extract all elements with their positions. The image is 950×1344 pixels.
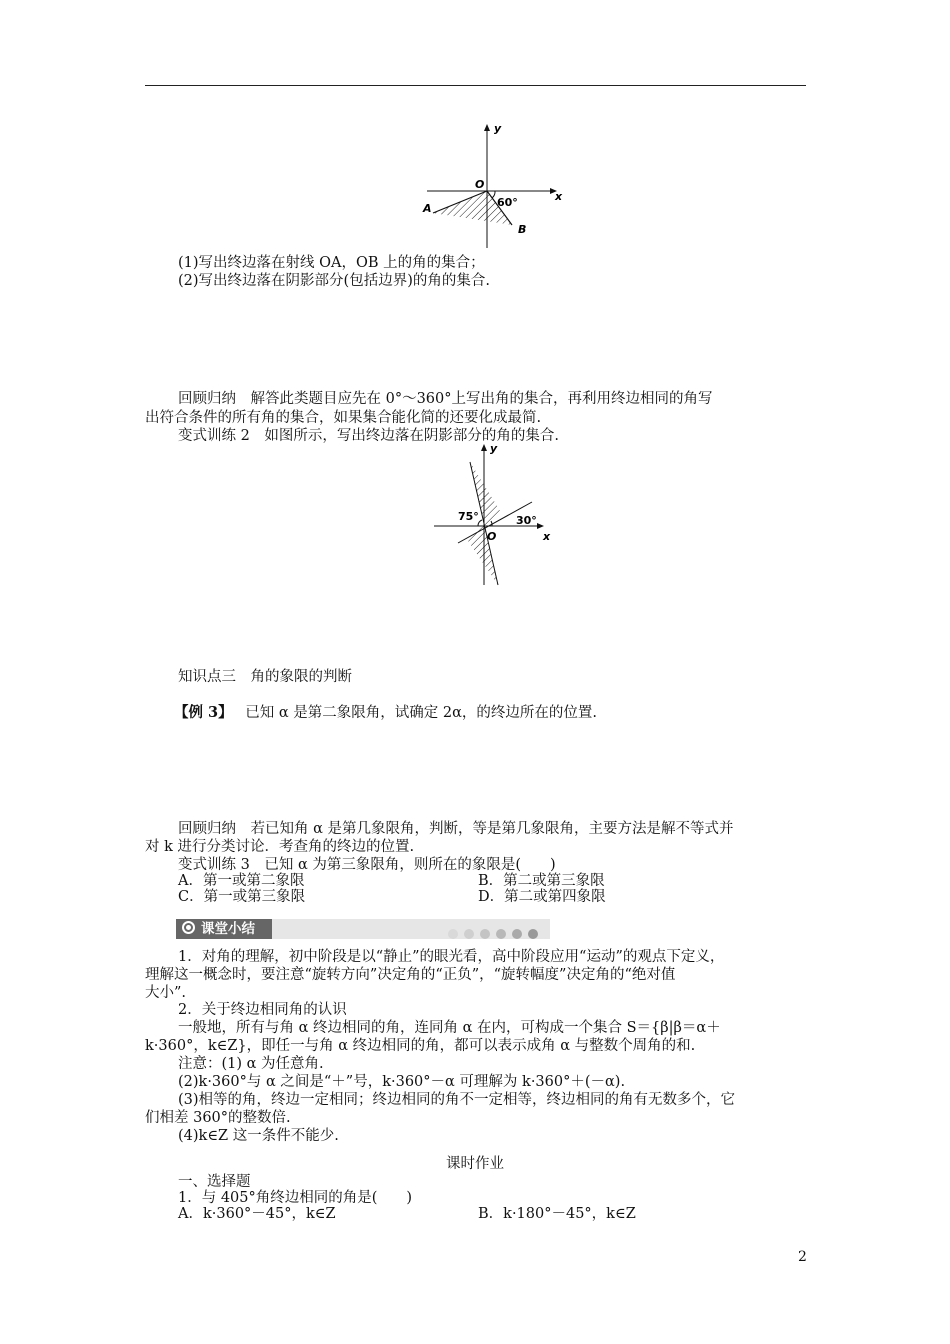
dot-icon: [480, 929, 490, 939]
decorative-dots: [442, 924, 538, 943]
review-2-line-2: 对 k 进行分类讨论．考查角的终边的位置.: [145, 839, 415, 855]
variant-3-option-d: D．第二或第四象限: [478, 889, 606, 905]
angle-arc: [492, 191, 495, 198]
homework-question-1: 1．与 405°角终边相同的角是( ): [178, 1190, 413, 1206]
example-3-tag: 【例 3】: [174, 704, 233, 721]
example-3: [174, 704, 597, 722]
homework-question-1-option-b: B．k·180°－45°，k∈Z: [478, 1206, 636, 1222]
example-3-text: 已知 α 是第二象限角，试确定 2α，的终边所在的位置.: [245, 705, 597, 721]
note-3-line-2: 们相差 360°的整数倍.: [145, 1110, 291, 1126]
angle-arc-right: [491, 521, 492, 526]
angle-75-label: 75°: [458, 510, 479, 523]
summary-1-line-2: 理解这一概念时，要注意“旋转方向”决定角的“正负”，“旋转幅度”决定角的“绝对值: [145, 967, 676, 983]
note-4: (4)k∈Z 这一条件不能少.: [178, 1128, 339, 1144]
variant-3-option-a: A．第一或第二象限: [178, 873, 305, 889]
summary-2-title: 2．关于终边相同角的认识: [178, 1002, 347, 1018]
dot-icon: [496, 929, 506, 939]
review-1-line-2: 出符合条件的所有角的集合，如果集合能化简的还要化成最简.: [145, 410, 542, 426]
section-tag: [176, 919, 272, 939]
y-label: y: [490, 442, 498, 455]
summary-2-line-2: k·360°，k∈Z}，即任一与角 α 终边相同的角，都可以表示成角 α 与整数个周角的和.: [145, 1038, 696, 1054]
variant-2: 变式训练 2 如图所示，写出终边落在阴影部分的角的集合.: [178, 428, 559, 444]
figure-angle-60: [415, 120, 575, 250]
dot-icon: [528, 929, 538, 939]
angle-30-label: 30°: [516, 514, 537, 527]
summary-2-line-1: 一般地，所有与角 α 终边相同的角，连同角 α 在内，可构成一个集合 S＝{β|β＝α＋: [178, 1020, 721, 1036]
summary-1-line-1: 1．对角的理解，初中阶段是以“静止”的眼光看，高中阶段应用“运动”的观点下定义，: [178, 949, 725, 965]
y-label: y: [494, 122, 502, 135]
page-number: 2: [798, 1249, 807, 1265]
question-1-part-2: (2)写出终边落在阴影部分(包括边界)的角的集合.: [178, 273, 490, 289]
homework-section-1: 一、选择题: [178, 1174, 251, 1190]
homework-title: 课时作业: [446, 1156, 504, 1172]
homework-question-1-option-a: A．k·360°－45°，k∈Z: [178, 1206, 336, 1222]
section-title: 课堂小结: [201, 921, 255, 937]
dot-icon: [464, 929, 474, 939]
origin-label: O: [475, 178, 485, 191]
header-rule: [145, 85, 806, 86]
point-b-label: B: [518, 223, 527, 236]
review-1-line-1: 回顾归纳 解答此类题目应先在 0°～360°上写出角的集合，再利用终边相同的角写: [178, 391, 713, 407]
y-axis-arrow-icon: [481, 444, 487, 451]
dot-icon: [512, 929, 522, 939]
variant-3-option-b: B．第二或第三象限: [478, 873, 605, 889]
note-1: 注意：(1) α 为任意角.: [178, 1056, 324, 1072]
target-icon: [182, 921, 195, 934]
note-3-line-1: (3)相等的角，终边一定相同；终边相同的角不一定相等，终边相同的角有无数多个，它: [178, 1092, 736, 1108]
question-1-part-1: (1)写出终边落在射线 OA，OB 上的角的集合；: [178, 255, 485, 271]
x-axis-arrow-icon: [537, 523, 544, 529]
angle-60-label: 60°: [497, 196, 518, 209]
origin-label: O: [487, 530, 497, 543]
point-a-label: A: [423, 202, 432, 215]
review-2-line-1: 回顾归纳 若已知角 α 是第几象限角，判断，等是第几象限角，主要方法是解不等式并: [178, 821, 734, 837]
section-header-summary: [176, 919, 550, 939]
summary-1-line-3: 大小”.: [145, 985, 187, 1001]
variant-3-option-c: C．第一或第三象限: [178, 889, 306, 905]
note-2: (2)k·360°与 α 之间是“＋”号，k·360°－α 可理解为 k·360°＋(－α).: [178, 1074, 626, 1090]
x-label: x: [555, 190, 563, 203]
y-axis-arrow-icon: [484, 124, 490, 131]
variant-3-stem: 变式训练 3 已知 α 为第三象限角，则所在的象限是( ): [178, 857, 556, 873]
x-label: x: [543, 530, 551, 543]
knowledge-point-3: 知识点三 角的象限的判断: [178, 669, 352, 685]
dot-icon: [448, 929, 458, 939]
figure-angle-75-30: [428, 440, 568, 590]
